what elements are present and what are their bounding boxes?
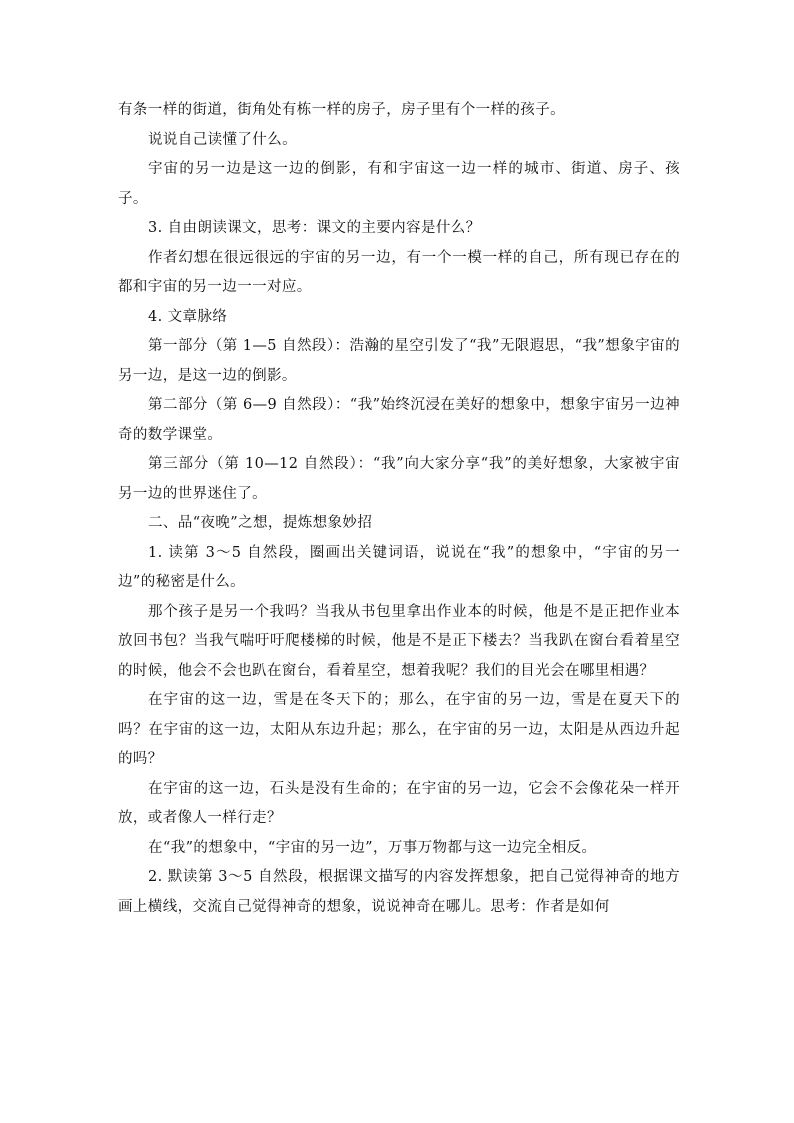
paragraph: 第二部分（第 6—9 自然段）：“我”始终沉浸在美好的想象中，想象宇宙另一边神奇的数学课堂。 [118,397,680,443]
paragraph: 说说自己读懂了什么。 [148,131,297,148]
paragraph: 在“我”的想象中，“宇宙的另一边”，万事万物都与这一边完全相反。 [148,839,597,856]
document-body [118,96,680,922]
paragraph: 2. 默读第 3～5 自然段，根据课文描写的内容发挥想象，把自己觉得神奇的地方画上横线，交流自己觉得神奇的想象，说说神奇在哪儿。思考：作者是如何 [118,869,680,915]
paragraph: 在宇宙的这一边，雪是在冬天下的；那么，在宇宙的另一边，雪是在夏天下的吗？在宇宙的这一边，太阳从东边升起；那么，在宇宙的另一边，太阳是从西边升起的吗？ [118,692,680,767]
paragraph: 作者幻想在很远很远的宇宙的另一边，有一个一模一样的自己，所有现已存在的都和宇宙的另一边一一对应。 [118,249,680,295]
paragraph: 1. 读第 3～5 自然段，圈画出关键词语，说说在“我”的想象中，“宇宙的另一边”的秘密是什么。 [118,544,680,590]
section-heading: 二、品“夜晚”之想，提炼想象妙招 [148,515,373,531]
paragraph: 宇宙的另一边是这一边的倒影，有和宇宙这一边一样的城市、街道、房子、孩子。 [118,161,680,207]
paragraph: 在宇宙的这一边，石头是没有生命的；在宇宙的另一边，它会不会像花朵一样开放，或者像人一样行走？ [118,780,680,826]
paragraph: 3. 自由朗读课文，思考：课文的主要内容是什么？ [148,220,481,236]
paragraph: 第一部分（第 1—5 自然段）：浩瀚的星空引发了“我”无限遐思，“我”想象宇宙的另一边，是这一边的倒影。 [118,338,680,384]
paragraph: 有条一样的街道，街角处有栋一样的房子，房子里有个一样的孩子。 [118,102,565,118]
paragraph: 那个孩子是另一个我吗？当我从书包里拿出作业本的时候，他是不是正把作业本放回书包？当我气喘吁吁爬楼梯的时候，他是不是正下楼去？当我趴在窗台看着星空的时候，他会不会也趴在窗台，看着星空，想着我呢？我们的目光会在哪里相遇？ [118,603,680,679]
section-heading: 4. 文章脉络 [148,308,228,325]
paragraph: 第三部分（第 10—12 自然段）：“我”向大家分享“我”的美好想象，大家被宇宙另一边的世界迷住了。 [118,456,680,502]
